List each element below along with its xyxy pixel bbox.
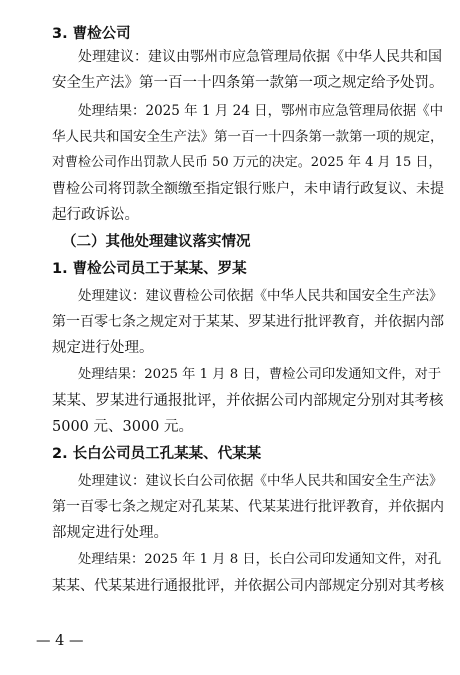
paragraph-line: 处理结果：2025 年 1 月 8 日，曹检公司印发通知文件，对于 bbox=[78, 367, 442, 382]
paragraph-line: 华人民共和国安全生产法》第一百一十四条第一款第一项的规定， bbox=[52, 129, 444, 145]
paragraph-line: 安全生产法》第一百一十四条第一款第一项之规定给予处罚。 bbox=[52, 75, 444, 91]
paragraph-line: 第一百零七条之规定对孔某某、代某某进行批评教育，并依据内 bbox=[52, 499, 444, 515]
paragraph-line: 曹检公司将罚款全额缴至指定银行账户，未申请行政复议、未提 bbox=[52, 181, 444, 197]
page-number: — 4 — bbox=[36, 633, 84, 649]
paragraph-line: 对曹检公司作出罚款人民币 50 万元的决定。2025 年 4 月 15 日， bbox=[52, 155, 442, 170]
paragraph-line: 处理建议：建议由鄂州市应急管理局依据《中华人民共和国 bbox=[78, 49, 442, 65]
paragraph-line: 处理结果：2025 年 1 月 8 日，长白公司印发通知文件，对孔 bbox=[78, 552, 442, 567]
paragraph-line: 某某、罗某进行通报批评，并依据公司内部规定分别对其考核 bbox=[52, 393, 444, 409]
paragraph-line: 部规定进行处理。 bbox=[52, 525, 168, 541]
paragraph-line: 处理结果：2025 年 1 月 24 日，鄂州市应急管理局依据《中 bbox=[78, 103, 444, 119]
section-heading: 2. 长白公司员工孔某某、代某某 bbox=[52, 446, 262, 462]
paragraph-line: 5000 元、3000 元。 bbox=[52, 419, 194, 435]
paragraph-line: 处理建议：建议长白公司依据《中华人民共和国安全生产法》 bbox=[78, 473, 443, 489]
paragraph-line: 第一百零七条之规定对于某某、罗某进行批评教育，并依据内部 bbox=[52, 314, 444, 330]
paragraph-line: 某某、代某某进行通报批评，并依据公司内部规定分别对其考核 bbox=[52, 578, 444, 594]
section-heading: （二）其他处理建议落实情况 bbox=[62, 234, 251, 250]
section-heading: 3. 曹检公司 bbox=[52, 26, 131, 42]
paragraph-line: 规定进行处理。 bbox=[52, 340, 154, 356]
paragraph-line: 处理建议：建议曹检公司依据《中华人民共和国安全生产法》 bbox=[78, 288, 443, 304]
paragraph-line: 起行政诉讼。 bbox=[52, 207, 139, 223]
section-heading: 1. 曹检公司员工于某某、罗某 bbox=[52, 261, 247, 277]
